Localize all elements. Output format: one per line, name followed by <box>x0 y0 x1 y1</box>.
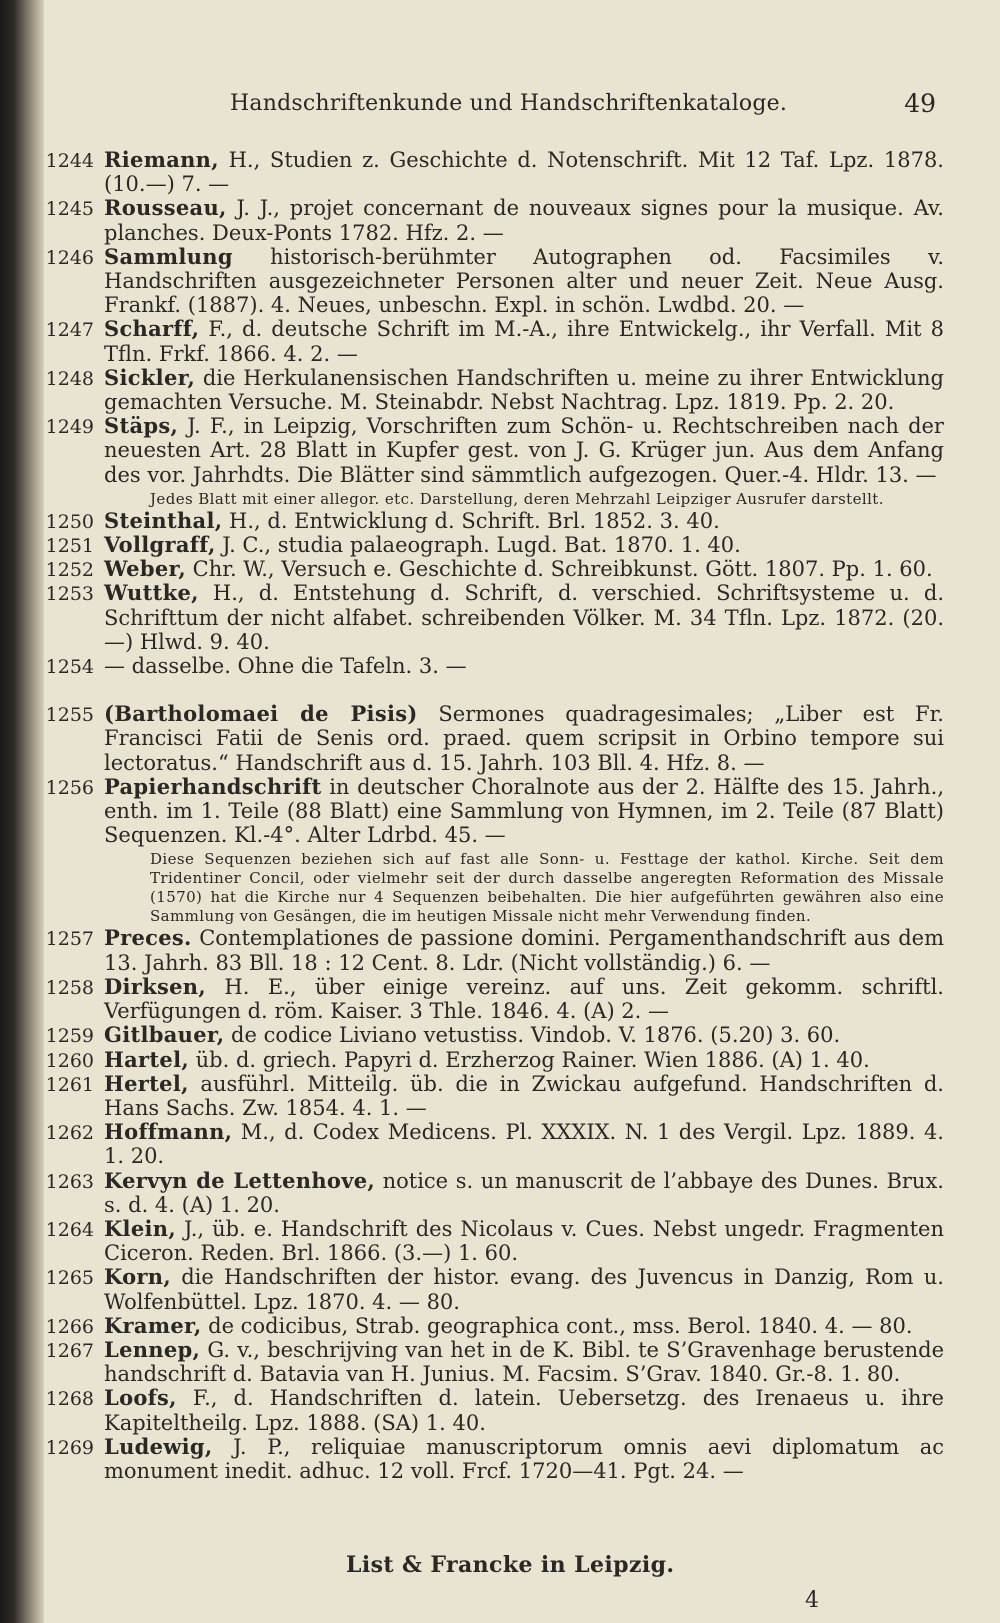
entry-text: G. v., beschrijving van het in de K. Bibl. te S’Gravenhage berustende handschrift d. Batavia van H. Junius. M. Facsim. S’Grav. 1840. Gr.-8. 1. 80. <box>104 1337 944 1387</box>
entry-author: Hoffmann, <box>104 1119 233 1145</box>
catalog-entry <box>0 1217 1000 1265</box>
entry-number: 1257 <box>45 928 94 951</box>
entry-body <box>104 1217 944 1265</box>
entry-body <box>104 196 944 244</box>
entry-author: Preces. <box>104 925 192 951</box>
entry-author: Hertel, <box>104 1070 189 1096</box>
entry-number: 1258 <box>45 976 94 999</box>
entry-body <box>104 1023 944 1047</box>
entry-number: 1260 <box>45 1049 94 1072</box>
entry-number: 1261 <box>45 1073 94 1096</box>
entry-body <box>104 533 944 557</box>
catalog-entry <box>0 1386 1000 1434</box>
catalog-entry <box>0 366 1000 414</box>
entry-text: J. C., studia palaeograph. Lugd. Bat. 1870. 1. 40. <box>222 533 741 558</box>
entry-author: Lennep, <box>104 1336 201 1362</box>
catalog-entry <box>0 196 1000 244</box>
entry-body <box>104 414 944 487</box>
entry-text: J., üb. e. Handschrift des Nicolaus v. Cues. Nebst ungedr. Fragmenten Ciceron. Reden. Brl. 1866. (3.—) 1. 60. <box>104 1216 944 1266</box>
entry-text: — dasselbe. Ohne die Tafeln. 3. — <box>104 654 467 679</box>
entry-text: in deutscher Choralnote aus der 2. Hälfte des 15. Jahrh., enth. im 1. Teile (88 Blatt) eine Sammlung von Hymnen, im 2. Teile (87 Blatt) Sequenzen. Kl.-4°. Alter Ldrbd. 45. — <box>104 774 944 848</box>
entry-author: Vollgraff, <box>104 532 216 558</box>
entry-list <box>0 148 1000 1483</box>
entry-author: Papierhandschrift <box>104 773 322 799</box>
entry-number: 1249 <box>45 416 94 439</box>
entry-author: Hartel, <box>104 1046 189 1072</box>
entry-number: 1265 <box>45 1267 94 1290</box>
entry-author: (Bartholomaei de Pisis) <box>104 701 418 727</box>
catalog-entry <box>0 557 1000 581</box>
entry-body <box>104 1120 944 1168</box>
catalog-entry <box>0 509 1000 533</box>
entry-body <box>104 702 944 775</box>
entry-text: H. E., über einige vereinz. auf uns. Zeit gekomm. schriftl. Verfügungen d. röm. Kaiser. 3 Thle. 1846. 4. (A) 2. — <box>104 974 944 1024</box>
entry-body <box>104 1338 944 1386</box>
entry-text: J. F., in Leipzig, Vorschriften zum Schön- u. Rechtschreiben nach der neuesten Art. 28 Blatt in Kupfer gest. von J. G. Krüger jun. Aus dem Anfang des vor. Jahrhdts. Die Blätter sind sämmtlich aufgezogen. Quer.-4. Hldr. 13. — <box>104 414 944 487</box>
catalog-entry <box>0 1169 1000 1217</box>
entry-number: 1250 <box>45 510 94 533</box>
catalog-entry <box>0 702 1000 775</box>
entry-number: 1247 <box>45 319 94 342</box>
page-number: 49 <box>904 89 936 118</box>
entry-author: Scharff, <box>104 316 200 342</box>
entry-author: Stäps, <box>104 413 179 439</box>
entry-author: Loofs, <box>104 1385 177 1411</box>
catalog-entry <box>0 1265 1000 1313</box>
entry-number: 1256 <box>45 776 94 799</box>
entry-number: 1269 <box>45 1436 94 1459</box>
entry-body <box>104 317 944 365</box>
entry-number: 1253 <box>45 583 94 606</box>
entry-number: 1267 <box>45 1339 94 1362</box>
entry-author: Steinthal, <box>104 507 223 533</box>
entry-author: Sickler, <box>104 364 196 390</box>
entry-author: Wuttke, <box>104 580 199 606</box>
catalog-entry <box>0 1314 1000 1338</box>
entry-text: Sermones quadragesimales; „Liber est Fr. Francisci Fatii de Senis ord. praed. quem scripsit in Orbino tempore sui lectoratus.“ Handschrift aus d. 15. Jahrh. 103 Bll. 4. Hfz. 8. — <box>104 702 944 775</box>
entry-body <box>104 366 944 414</box>
entry-author: Rousseau, <box>104 195 227 221</box>
entry-number: 1263 <box>45 1170 94 1193</box>
entry-text: die Handschriften der histor. evang. des Juvencus in Danzig, Rom u. Wolfenbüttel. Lpz. 1870. 4. — 80. <box>104 1265 944 1314</box>
entry-text: J. P., reliquiae manuscriptorum omnis aevi diplomatum ac monument inedit. adhuc. 12 voll. Frcf. 1720—41. Pgt. 24. — <box>104 1434 944 1483</box>
entry-body <box>104 1169 944 1217</box>
entry-body <box>104 581 944 654</box>
entry-text: J. J., projet concernant de nouveaux signes pour la musique. Av. planches. Deux-Ponts 1782. Hfz. 2. — <box>104 196 944 245</box>
catalog-entry <box>0 654 1000 678</box>
entry-author: Riemann, <box>104 147 219 172</box>
entry-number: 1248 <box>45 367 94 390</box>
entry-body <box>104 1386 944 1434</box>
entry-body <box>104 1265 944 1313</box>
entry-text: F., d. deutsche Schrift im M.-A., ihre Entwickelg., ihr Verfall. Mit 8 Tfln. Frkf. 1866. 4. 2. — <box>104 317 944 366</box>
entry-body <box>104 148 944 196</box>
entry-number: 1259 <box>45 1025 94 1048</box>
entry-number: 1266 <box>45 1315 94 1338</box>
entry-author: Klein, <box>104 1215 176 1241</box>
section-gap <box>0 678 1000 702</box>
catalog-entry <box>0 1120 1000 1168</box>
entry-text: de codice Liviano vetustiss. Vindob. V. 1876. (5.20) 3. 60. <box>231 1023 841 1048</box>
entry-text: historisch-berühmter Autographen od. Facsimiles v. Handschriften ausgezeichneter Personen alter und neuer Zeit. Neue Ausg. Frankf. (1887). 4. Neues, unbeschn. Expl. in schön. Lwdbd. 20. — <box>104 244 944 318</box>
entry-body <box>104 654 944 678</box>
catalog-entry <box>0 317 1000 365</box>
entry-number: 1245 <box>45 198 94 221</box>
signature-mark: 4 <box>805 1588 819 1613</box>
entry-text: notice s. un manuscrit de l’abbaye des Dunes. Brux. s. d. 4. (A) 1. 20. <box>104 1168 944 1217</box>
entry-body <box>104 1435 944 1483</box>
entry-text: Chr. W., Versuch e. Geschichte d. Schreibkunst. Gött. 1807. Pp. 1. 60. <box>192 557 933 582</box>
catalog-entry <box>0 1048 1000 1072</box>
catalog-entry <box>0 975 1000 1023</box>
catalog-entry <box>0 414 1000 509</box>
entry-number: 1246 <box>45 246 94 269</box>
entry-number: 1251 <box>45 535 94 558</box>
entry-body <box>104 245 944 318</box>
entry-text: F., d. Handschriften d. latein. Uebersetzg. des Irenaeus u. ihre Kapiteltheilg. Lpz. 1888. (SA) 1. 40. <box>104 1386 944 1435</box>
entry-number: 1262 <box>45 1122 94 1145</box>
entry-text: die Herkulanensischen Handschriften u. meine zu ihrer Entwicklung gemachten Versuche. M. Steinabdr. Nebst Nachtrag. Lpz. 1819. Pp. 2. 20. <box>104 365 944 415</box>
entry-body <box>104 1072 944 1120</box>
publisher-footer: List & Francke in Leipzig. <box>346 1552 675 1578</box>
entry-body <box>104 975 944 1023</box>
entry-body <box>104 1048 944 1072</box>
entry-number: 1264 <box>45 1218 94 1241</box>
entry-note: Diese Sequenzen beziehen sich auf fast alle Sonn- u. Festtage der kathol. Kirche. Seit dem Tridentiner Concil, oder vielmehr seit der durch dasselbe angeregten Reformation des Missale (1570) hat die Kirche nur 4 Sequenzen beibehalten. Die hier aufgeführten gewähren also eine Sammlung von Gesängen, die im heutigen Missale nicht mehr Verwendung finden. <box>150 850 944 926</box>
entry-author: Kramer, <box>104 1312 202 1338</box>
entry-note: Jedes Blatt mit einer allegor. etc. Darstellung, deren Mehrzahl Leipziger Ausrufer darstellt. <box>150 489 884 508</box>
entry-text: H., d. Entwicklung d. Schrift. Brl. 1852. 3. 40. <box>229 508 720 533</box>
entry-author: Weber, <box>104 556 186 582</box>
entry-author: Gitlbauer, <box>104 1022 225 1048</box>
running-header <box>230 86 936 122</box>
entry-number: 1252 <box>45 559 94 582</box>
catalog-entry <box>0 926 1000 974</box>
entry-text: de codicibus, Strab. geographica cont., mss. Berol. 1840. 4. — 80. <box>208 1313 913 1338</box>
entry-text: H., d. Entstehung d. Schrift, d. verschied. Schriftsysteme u. d. Schrifttum der nicht alfabet. schreibenden Völker. M. 34 Tfln. Lpz. 1872. (20.—) Hlwd. 9. 40. <box>104 581 944 654</box>
entry-body <box>104 775 944 848</box>
entry-author: Korn, <box>104 1264 171 1290</box>
page-title: Handschriftenkunde und Handschriftenkataloge. <box>230 91 788 116</box>
entry-text: Contemplationes de passione domini. Pergamenthandschrift aus dem 13. Jahrh. 83 Bll. 18 : 12 Cent. 8. Ldr. (Nicht vollständig.) 6. — <box>104 926 944 975</box>
catalog-entry <box>0 1023 1000 1047</box>
catalog-entry <box>0 148 1000 196</box>
catalog-entry <box>0 581 1000 654</box>
entry-body <box>104 557 944 581</box>
catalog-entry <box>0 1072 1000 1120</box>
catalog-entry <box>0 1338 1000 1386</box>
entry-number: 1254 <box>45 656 94 679</box>
entry-author: Dirksen, <box>104 973 206 999</box>
entry-number: 1255 <box>45 704 94 727</box>
entry-text: M., d. Codex Medicens. Pl. XXXIX. N. 1 des Vergil. Lpz. 1889. 4. 1. 20. <box>104 1120 944 1169</box>
entry-number: 1244 <box>45 150 94 172</box>
catalog-entry <box>0 775 1000 927</box>
catalog-entry <box>0 245 1000 318</box>
entry-text: H., Studien z. Geschichte d. Notenschrift. Mit 12 Taf. Lpz. 1878. (10.—) 7. — <box>104 148 944 197</box>
entry-number: 1268 <box>45 1388 94 1411</box>
entry-author: Kervyn de Lettenhove, <box>104 1167 375 1193</box>
catalog-entry <box>0 1435 1000 1483</box>
entry-body <box>104 1314 944 1338</box>
entry-body <box>104 926 944 974</box>
entry-text: üb. d. griech. Papyri d. Erzherzog Rainer. Wien 1886. (A) 1. 40. <box>195 1047 870 1072</box>
entry-author: Sammlung <box>104 243 233 269</box>
entry-author: Ludewig, <box>104 1433 213 1459</box>
catalog-entry <box>0 533 1000 557</box>
entry-body <box>104 509 944 533</box>
entry-text: ausführl. Mitteilg. üb. die in Zwickau aufgefund. Handschriften d. Hans Sachs. Zw. 1854. 4. 1. — <box>104 1071 944 1120</box>
